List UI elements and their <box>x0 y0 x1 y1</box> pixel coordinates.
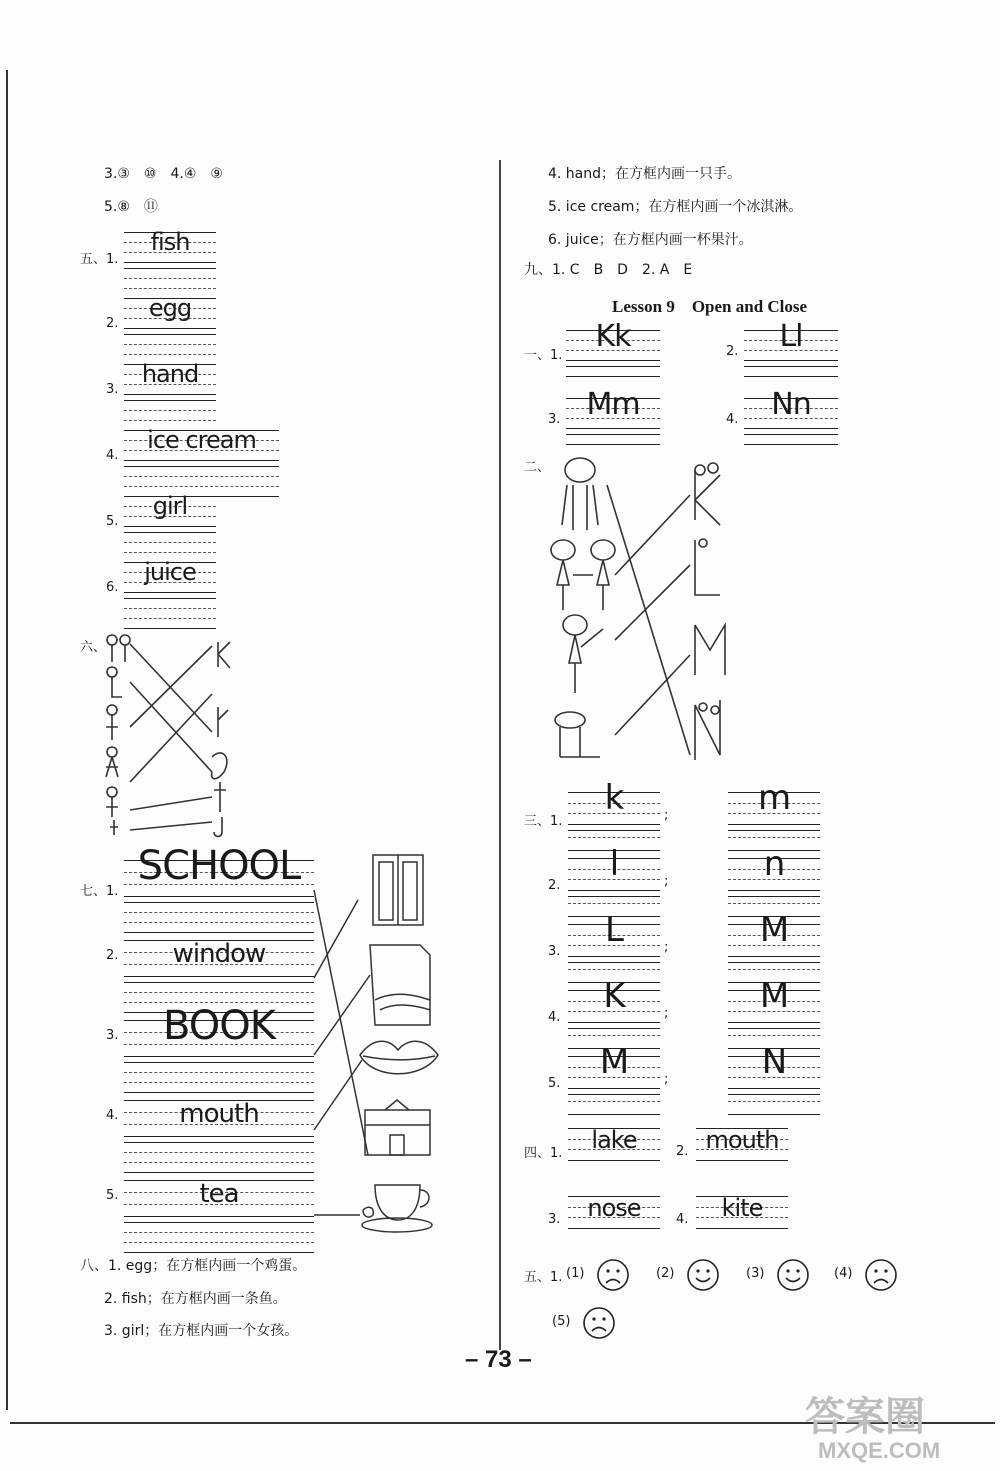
column-divider <box>499 160 501 1350</box>
item-number: 2. <box>726 344 739 359</box>
writing-grid-1 <box>124 842 314 896</box>
writing-grid-b-5 <box>728 1041 820 1088</box>
writing-grid-4 <box>696 1193 788 1228</box>
watermark-url: MXQE.COM <box>818 1438 941 1463</box>
writing-grid-2 <box>696 1125 788 1160</box>
writing-grid-3 <box>124 1002 314 1056</box>
section8-item-6: 6. juice；在方框内画一杯果汁。 <box>548 232 753 248</box>
item-number: 3. <box>548 944 561 959</box>
blank-grid <box>124 1222 314 1252</box>
item-number: 3. <box>106 1028 119 1043</box>
written-word: n <box>763 843 785 884</box>
sad-face-icon <box>582 1306 616 1340</box>
section5-marker: 五、1. <box>80 252 119 267</box>
written-word: nose <box>587 1193 641 1222</box>
face-label: (2) <box>656 1266 675 1281</box>
writing-grid-4 <box>124 426 279 460</box>
r-section2-matching-figure <box>545 455 755 780</box>
r-section4-marker: 四、1. <box>524 1146 563 1161</box>
writing-grid-3 <box>566 387 660 428</box>
writing-grid-5 <box>124 492 216 526</box>
section6-matching-figure <box>100 632 250 842</box>
written-word: fish <box>150 228 190 256</box>
item-number: 4. <box>106 1108 119 1123</box>
separator: ; <box>664 874 669 889</box>
r-section2-marker: 二、 <box>524 460 551 475</box>
item-number: 3. <box>106 382 119 397</box>
section8-item-3: 3. girl；在方框内画一个女孩。 <box>104 1323 299 1339</box>
written-word: juice <box>144 558 196 586</box>
written-word: lake <box>591 1125 637 1154</box>
item-number: 2. <box>106 948 119 963</box>
blank-grid <box>124 902 314 932</box>
writing-grid-2 <box>124 940 314 976</box>
happy-face-icon <box>776 1258 810 1292</box>
face-label: (5) <box>552 1314 571 1329</box>
blank-grid <box>124 1142 314 1172</box>
page-number: – 73 – <box>465 1346 532 1373</box>
written-word: Nn <box>771 387 811 422</box>
written-word: Ll <box>779 319 803 354</box>
blank-grid <box>744 366 838 376</box>
item-number: 6. <box>106 580 119 595</box>
item-number: 2. <box>106 316 119 331</box>
writing-grid-a-5 <box>568 1041 660 1088</box>
r-section3-marker: 三、1. <box>524 814 563 829</box>
written-word: mouth <box>705 1125 779 1154</box>
written-word: M <box>599 1041 629 1082</box>
page-left-edge <box>6 70 8 1410</box>
written-word: M <box>759 909 789 950</box>
item-number: 4. <box>548 1010 561 1025</box>
writing-grid-b-3 <box>728 909 820 956</box>
writing-grid-2 <box>744 319 838 360</box>
section8-item-5: 5. ice cream；在方框内画一个冰淇淋。 <box>548 199 803 215</box>
writing-grid-b-2 <box>728 843 820 890</box>
written-word: hand <box>141 360 199 388</box>
r-section5-marker: 五、1. <box>524 1270 563 1285</box>
item-number: 3. <box>548 1212 561 1227</box>
blank-grid <box>744 434 838 444</box>
item-number: 2. <box>548 878 561 893</box>
writing-grid-a-3 <box>568 909 660 956</box>
writing-grid-1 <box>566 319 660 360</box>
item-number: 4. <box>726 412 739 427</box>
item-number: 4. <box>676 1212 689 1227</box>
written-word: Mm <box>586 387 640 422</box>
written-word: girl <box>152 492 188 520</box>
item-number: 5. <box>106 514 119 529</box>
written-word: window <box>172 938 266 969</box>
answers-5: 5.⑧ ⑪ <box>104 199 158 215</box>
blank-grid <box>566 434 660 444</box>
separator: ; <box>664 808 669 823</box>
written-word: k <box>604 777 624 818</box>
written-word: ice cream <box>147 426 256 454</box>
written-word: Kk <box>595 319 631 354</box>
written-word: BOOK <box>163 1002 275 1049</box>
face-label: (1) <box>566 1266 585 1281</box>
written-word: mouth <box>179 1098 259 1129</box>
section7-match-lines <box>300 880 380 1240</box>
written-word: M <box>759 975 789 1016</box>
item-number: 5. <box>548 1076 561 1091</box>
writing-grid-3 <box>568 1193 660 1228</box>
writing-grid-4 <box>744 387 838 428</box>
writing-grid-2 <box>124 294 216 328</box>
separator: ; <box>664 1072 669 1087</box>
face-label: (3) <box>746 1266 765 1281</box>
written-word: kite <box>721 1193 763 1222</box>
writing-grid-4 <box>124 1100 314 1136</box>
item-number: 2. <box>676 1144 689 1159</box>
r-section1-marker: 一、1. <box>524 348 563 363</box>
blank-grid <box>124 1062 314 1092</box>
section9-answers: 九、1. C B D 2. A E <box>524 262 693 278</box>
watermark-logo: 答案圈 <box>805 1395 925 1439</box>
written-word: egg <box>148 294 192 322</box>
writing-grid-3 <box>124 360 216 394</box>
writing-grid-6 <box>124 558 216 592</box>
item-number: 5. <box>106 1188 119 1203</box>
section8-item-2: 2. fish；在方框内画一条鱼。 <box>104 1291 287 1307</box>
section7-marker: 七、1. <box>80 884 119 899</box>
written-word: K <box>603 975 625 1016</box>
writing-grid-b-4 <box>728 975 820 1022</box>
written-word: N <box>761 1041 787 1082</box>
written-word: m <box>757 777 791 818</box>
written-word: L <box>605 909 623 950</box>
writing-grid-a-2 <box>568 843 660 890</box>
writing-grid-1 <box>124 228 216 262</box>
separator: ; <box>664 940 669 955</box>
sad-face-icon <box>864 1258 898 1292</box>
written-word: SCHOOL <box>137 842 301 889</box>
writing-grid-5 <box>124 1180 314 1216</box>
blank-grid <box>566 366 660 376</box>
section8-item-1: 八、1. egg；在方框内画一个鸡蛋。 <box>80 1258 307 1274</box>
happy-face-icon <box>686 1258 720 1292</box>
written-word: l <box>609 843 619 884</box>
blank-grid <box>728 1094 820 1114</box>
item-number: 4. <box>106 448 119 463</box>
writing-grid-a-1 <box>568 777 660 824</box>
item-number: 3. <box>548 412 561 427</box>
writing-grid-a-4 <box>568 975 660 1022</box>
section6-marker: 六、 <box>80 640 107 655</box>
blank-grid <box>568 1094 660 1114</box>
blank-grid <box>124 598 216 628</box>
section8-item-4: 4. hand；在方框内画一只手。 <box>548 166 742 182</box>
sad-face-icon <box>596 1258 630 1292</box>
lesson-title: Lesson 9 Open and Close <box>612 297 808 316</box>
writing-grid-1 <box>568 1125 660 1160</box>
written-word: tea <box>199 1178 239 1209</box>
face-label: (4) <box>834 1266 853 1281</box>
answers-3-4: 3.③ ⑩ 4.④ ⑨ <box>104 166 223 182</box>
writing-grid-b-1 <box>728 777 820 824</box>
separator: ; <box>664 1006 669 1021</box>
